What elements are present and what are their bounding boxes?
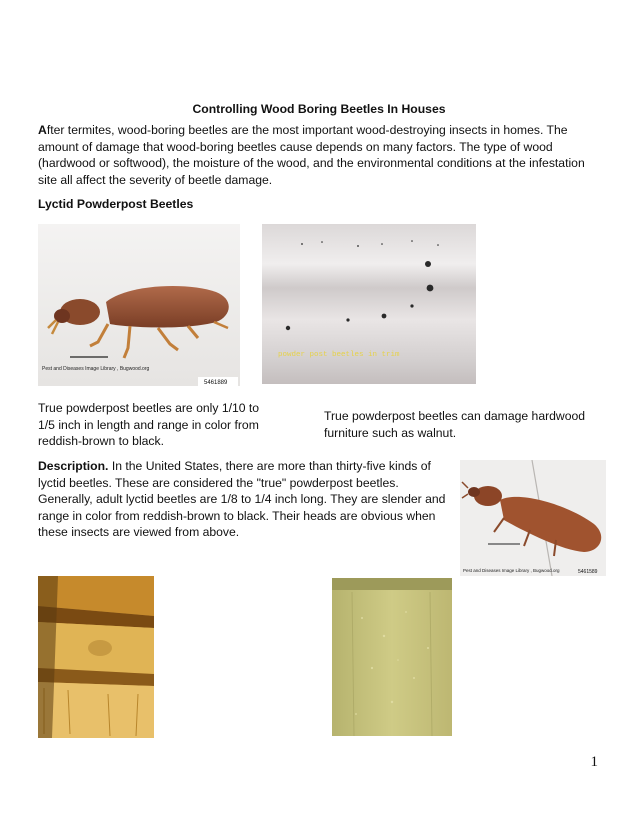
beam-damage-photo — [38, 576, 154, 738]
description-label: Description. — [38, 459, 109, 473]
section-heading: Lyctid Powderpost Beetles — [38, 197, 194, 211]
walnut-damage-photo — [262, 224, 476, 384]
caption-left: True powderpost beetles are only 1/10 to 1/5 inch in length and range in color from reddish-brown to black. — [38, 401, 260, 448]
photo-credit: Pest and Diseases Image Library , Bugwood.org — [463, 568, 560, 573]
caption-right: True powderpost beetles can damage hardwood furniture such as walnut. — [324, 409, 586, 440]
photo-id: 5461589 — [578, 569, 598, 575]
powdered-wood-photo — [332, 578, 452, 736]
intro-paragraph — [38, 122, 600, 188]
page-number: 1 — [590, 754, 598, 770]
photo-id: 5461889 — [204, 380, 228, 386]
drop-initial: A — [38, 123, 47, 137]
description-paragraph — [38, 458, 448, 541]
page-title: Controlling Wood Boring Beetles In Houses — [192, 102, 446, 116]
overlay-caption: powder post beetles in trim — [278, 351, 400, 359]
beetle-top-photo — [460, 460, 606, 576]
description-text: In the United States, there are more than thirty-five kinds of lyctid beetles. These are considered the "true" powderpost beetles. Generally, adult lyctid beetles are 1/8 to 1/4 inch long. They are slender and range in color from reddish-brown to black. Their heads are obvious when these insects are viewed from above. — [38, 459, 446, 539]
beetle-side-photo — [38, 224, 240, 386]
intro-text: fter termites, wood-boring beetles are the most important wood-destroying insects in homes. The amount of damage that wood-boring beetles cause depends on many factors. The type of wood (hardwood or softwood), the moisture of the wood, and the environmental conditions at the infestation site all affect the severity of beetle damage. — [38, 123, 585, 187]
photo-credit: Pest and Diseases Image Library , Bugwood.org — [42, 366, 150, 372]
